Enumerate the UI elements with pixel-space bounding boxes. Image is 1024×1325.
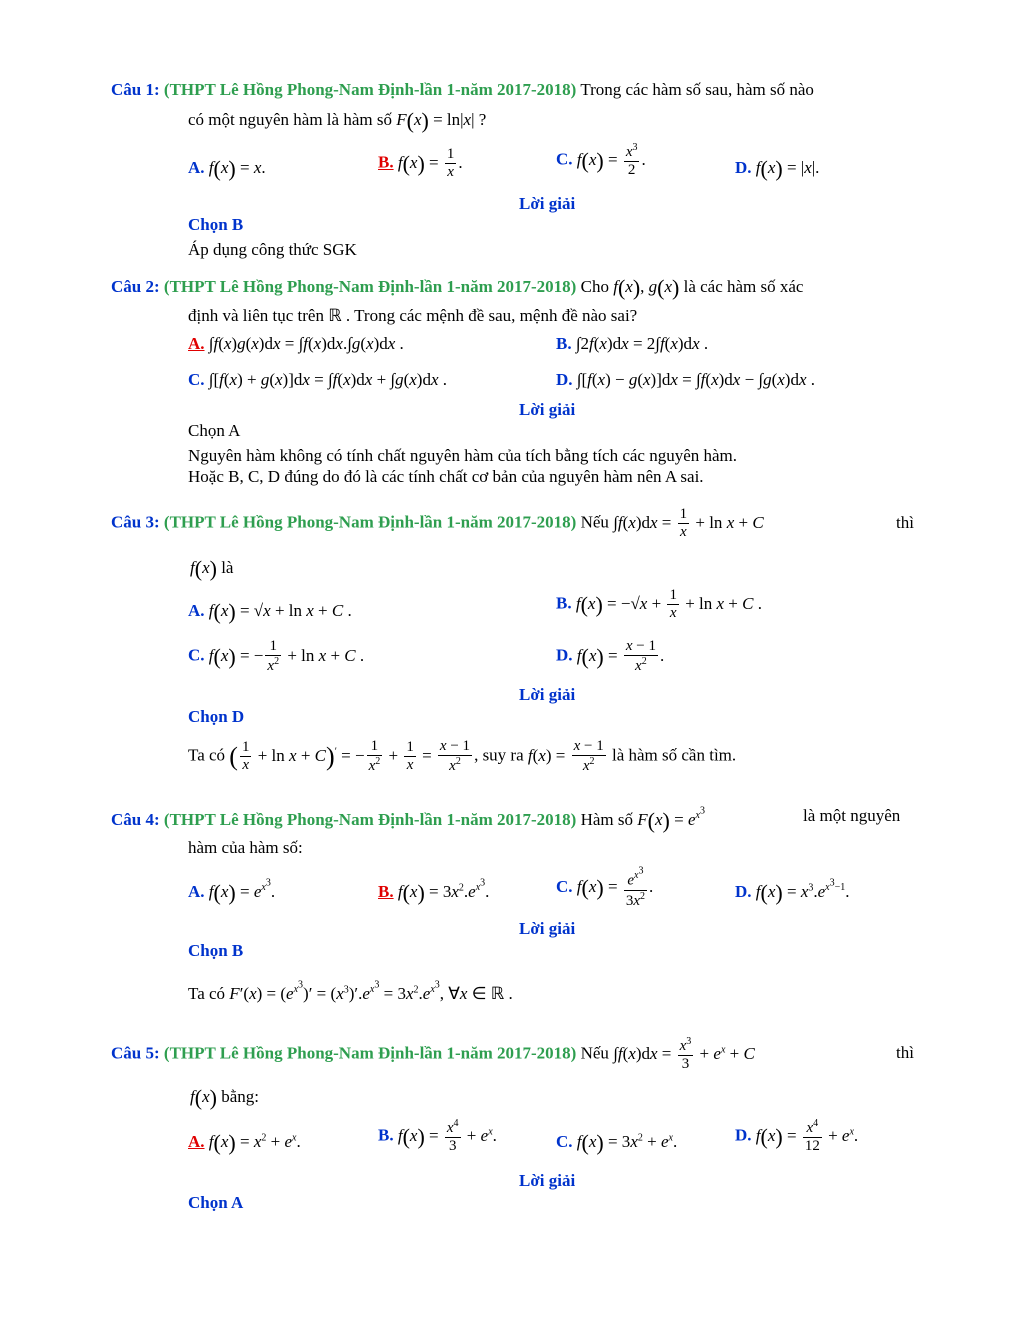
formula: f(x) = $\frac{x^3}{2}$ . [576,142,646,179]
explanation-text: , suy ra [474,745,524,765]
explanation-line [188,980,513,1004]
question-3-line1 [111,506,764,542]
formula: $f(x) = x^2 + e^x$. [208,1130,301,1155]
option-a [188,599,352,625]
option-label: A. [188,600,205,620]
option-a [188,878,275,906]
option-a [188,1130,301,1156]
option-b [556,587,762,623]
option-label-correct: A. [188,334,205,353]
formula: ( $\frac{1}{x}$ + ln x + C)′ = − $\frac{1}{x^2}$ + $\frac{1}{x}$ = $\frac{x - 1}{x^2}$ [229,738,471,775]
question-source: (THPT Lê Hồng Phong-Nam Định-lần 1-năm 2017-2018) [163,809,577,829]
option-label-correct: B. [378,881,394,901]
option-d [556,370,815,390]
option-label: A. [188,157,205,177]
explanation-text: Nguyên hàm không có tính chất nguyên hàm của tích bằng tích các nguyên hàm. [188,446,738,465]
formula: $F'(x) = (e^{x^3})' = (x^3)'.e^{x^3} = 3x^2.e^{x^3}$, ∀x ∈ ℝ . [229,980,513,1003]
option-label: D. [735,157,752,177]
explanation-text: Ta có [188,983,226,1003]
question-label: Câu 3: [111,512,160,532]
formula: f(x) = x. [208,156,266,181]
solution-heading: Lời giải [519,1171,576,1190]
option-label: C. [556,149,573,169]
answer-choice: Chọn B [188,215,244,234]
option-label: B. [556,593,572,613]
formula: f(x) = $\frac{x - 1}{x^2}$ . [576,638,665,675]
option-d [735,156,819,182]
formula: f(x) = √x + ln x + C . [208,599,352,624]
question-text: Cho [580,276,609,296]
formula: ∫f(x)dx = $\frac{1}{x}$ + ln x + C [613,506,764,541]
explanation-text: Ta có [188,745,226,765]
question-5-line1 [111,1036,755,1074]
solution-heading: Lời giải [519,685,576,704]
option-c [188,638,364,676]
question-text: hàm của hàm số: [188,838,303,857]
formula: f(x) = $\frac{1}{x}$ . [397,146,463,181]
formula: f(x) = − $\frac{1}{x^2}$ + ln x + C . [208,638,365,675]
question-text: thì [896,1043,914,1062]
question-label: Câu 5: [111,1043,160,1063]
formula: f(x) [190,556,217,581]
formula: $F(x) = e^{x^3}$ [637,806,705,834]
option-a [188,156,266,182]
formula: f(x) = $\frac{x^4}{3}$ + $e^x$. [397,1118,497,1155]
formula: f(x) = |x|. [755,156,820,181]
option-label: D. [735,881,752,901]
option-d [735,878,850,906]
question-2-line2: định và liên tục trên ℝ . Trong các mệnh đề sau, mệnh đề nào sai? [188,306,638,325]
question-5-line2 [190,1085,259,1111]
formula: $f(x) = x^3.e^{x^3-1}$. [755,878,850,906]
question-source: (THPT Lê Hồng Phong-Nam Định-lần 1-năm 2017-2018) [163,512,577,532]
explanation-text: Hoặc B, C, D đúng do đó là các tính chất cơ bản của nguyên hàm nên A sai. [188,467,704,486]
option-d [735,1118,858,1156]
option-c [556,1130,677,1156]
question-source: (THPT Lê Hồng Phong-Nam Định-lần 1-năm 2017-2018) [163,276,577,296]
solution-heading: Lời giải [519,919,576,938]
option-label: B. [556,334,572,353]
option-label: C. [188,645,205,665]
formula: f(x) = $\frac{x - 1}{x^2}$ [527,738,604,775]
formula: $f(x) = 3x^2 + e^x$. [576,1130,678,1155]
option-b [556,334,708,354]
question-source: (THPT Lê Hồng Phong-Nam Định-lần 1-năm 2017-2018) [163,1043,577,1063]
option-b [378,1118,497,1156]
answer-choice: Chọn B [188,941,244,960]
option-label-correct: A. [188,1131,205,1151]
question-2-line1 [111,275,803,301]
question-3-line2 [190,556,233,582]
formula: f(x) = $\frac{x^4}{12}$ + $e^x$. [755,1118,859,1155]
option-b [378,146,463,182]
question-text: là [221,557,234,577]
formula: f(x) = $\frac{e^{x^3}}{3x^2}$ . [576,866,654,909]
question-1-line1 [111,80,814,100]
explanation-line [188,738,736,776]
formula: ∫f(x)g(x)dx = ∫f(x)dx.∫g(x)dx . [208,334,404,353]
formula: ∫2f(x)dx = 2∫f(x)dx . [575,334,709,353]
formula: f(x) [190,1085,217,1110]
question-source: (THPT Lê Hồng Phong-Nam Định-lần 1-năm 2017-2018) [163,80,577,99]
question-text: là một nguyên [803,806,901,825]
answer-choice: Chọn D [188,707,245,726]
question-text: Nếu [580,1043,609,1063]
question-text: có một nguyên hàm là hàm số [188,109,392,129]
formula: ∫[f(x) − g(x)]dx = ∫f(x)dx − ∫g(x)dx . [576,370,816,389]
option-label: D. [556,370,573,389]
option-c [556,866,653,910]
option-label: D. [735,1125,752,1145]
option-d [556,638,664,676]
question-text: bằng: [221,1086,259,1106]
option-c [188,370,447,390]
formula: $f(x) = e^{x^3}$. [208,878,276,906]
answer-choice: Chọn A [188,421,241,440]
formula: ∫[f(x) + g(x)]dx = ∫f(x)dx + ∫g(x)dx . [208,370,448,389]
question-label: Câu 1: [111,80,160,99]
option-label: C. [188,370,205,389]
formula: f(x), g(x) [613,275,680,300]
option-label: A. [188,881,205,901]
explanation-text: là hàm số cần tìm. [611,745,737,765]
option-label: C. [556,876,573,896]
question-text: Nếu [580,512,609,532]
answer-choice: Chọn A [188,1193,244,1212]
solution-heading: Lời giải [519,400,576,419]
question-text: Hàm số [580,809,634,829]
question-1-line2 [188,108,486,134]
formula: F(x) = ln|x| ? [396,108,487,133]
option-label: B. [378,1125,394,1145]
option-label: C. [556,1131,573,1151]
formula: ∫f(x)dx = $\frac{x^3}{3}$ + $e^x + C$ [613,1036,755,1073]
question-text: thì [896,513,914,532]
formula: $f(x) = 3x^2.e^{x^3}$. [397,878,490,906]
question-label: Câu 4: [111,809,160,829]
question-4-line1 [111,806,705,834]
question-text: là các hàm số xác [683,276,804,296]
option-b [378,878,489,906]
option-c [556,142,646,180]
question-label: Câu 2: [111,276,160,296]
option-label-correct: B. [378,152,394,172]
option-a [188,334,404,354]
explanation-text: Áp dụng công thức SGK [188,240,357,259]
question-text: Trong các hàm số sau, hàm số nào [580,80,814,99]
formula: f(x) = −√x + $\frac{1}{x}$ + ln x + C . [575,587,762,622]
solution-heading: Lời giải [519,194,576,213]
option-label: D. [556,645,573,665]
